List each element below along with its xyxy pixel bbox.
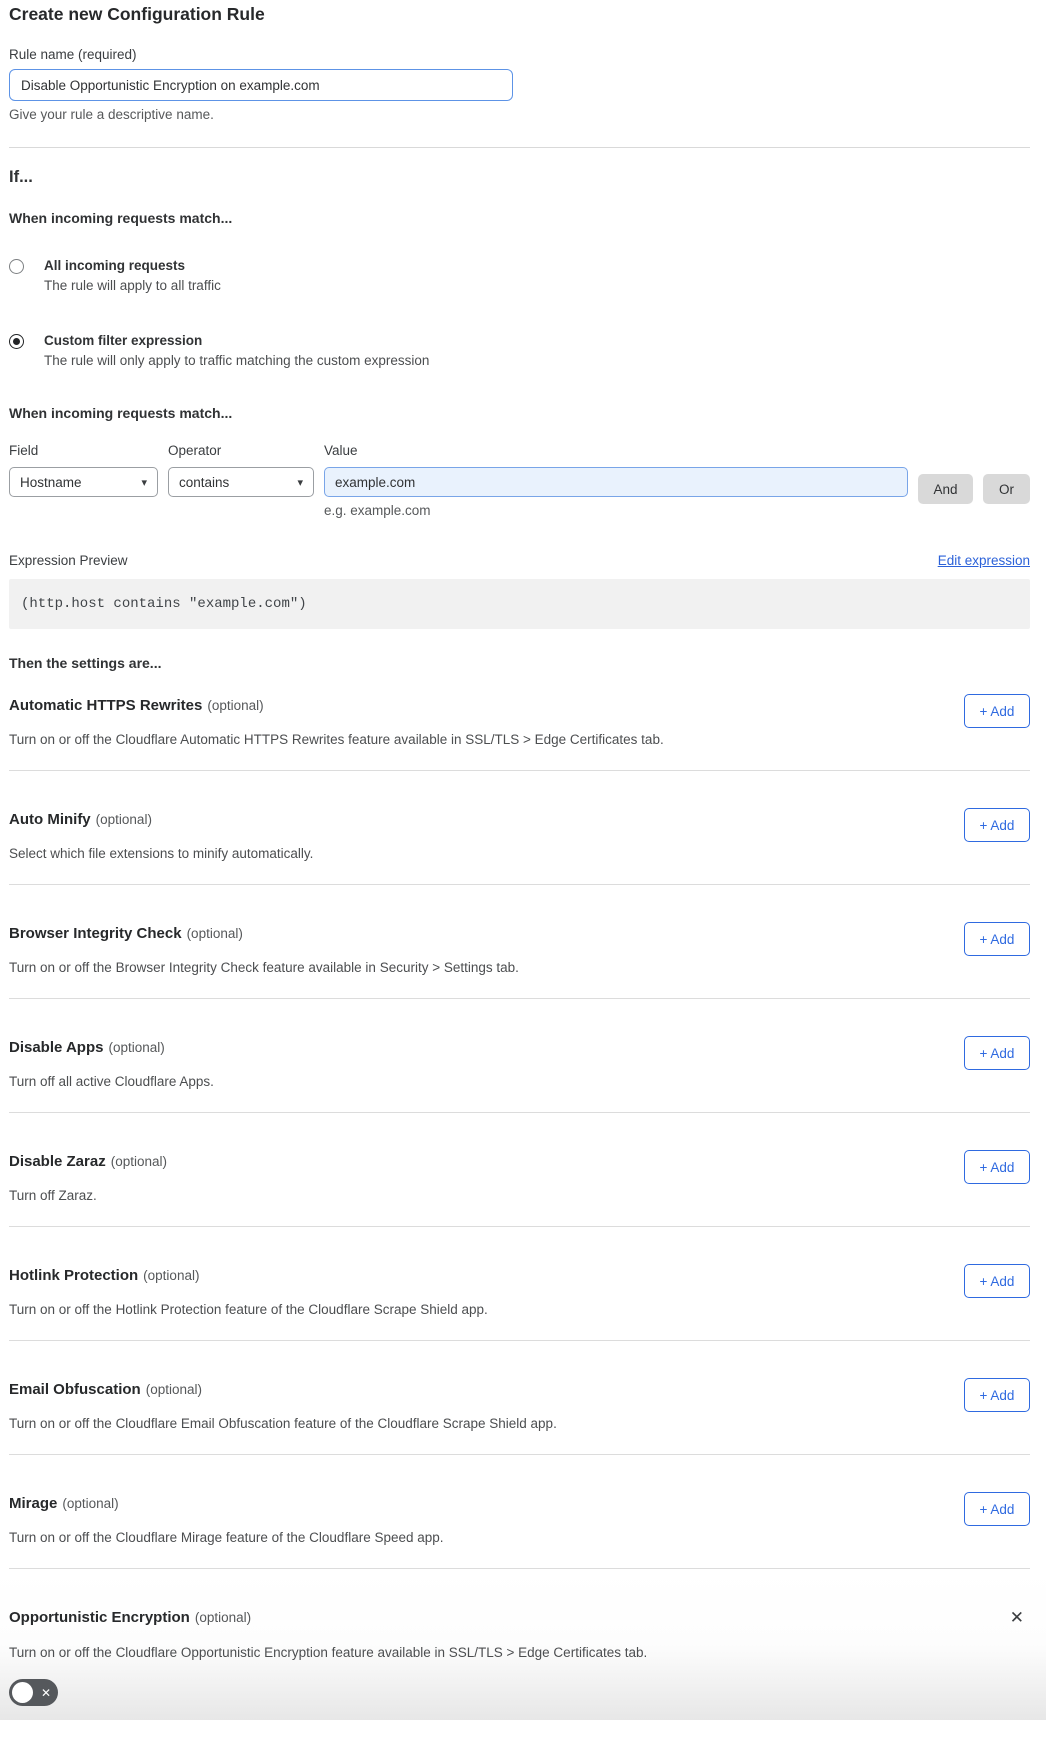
setting-optional-suffix: (optional) — [143, 1268, 200, 1283]
setting-description: Turn on or off the Cloudflare Automatic HTTPS Rewrites feature available in SSL/TLS > Edge Certificates tab. — [9, 732, 664, 747]
setting-item — [9, 1227, 1030, 1341]
setting-description: Turn on or off the Cloudflare Opportunistic Encryption feature available in SSL/TLS > Edge Certificates tab. — [9, 1645, 648, 1660]
add-setting-button[interactable]: + Add — [964, 1492, 1030, 1526]
radio-selected-icon[interactable] — [9, 334, 24, 349]
value-input[interactable] — [324, 467, 908, 497]
setting-optional-suffix: (optional) — [145, 1382, 202, 1397]
setting-title: Browser Integrity Check — [9, 925, 182, 942]
setting-description: Select which file extensions to minify automatically. — [9, 846, 314, 861]
opportunistic-encryption-toggle[interactable] — [9, 1679, 58, 1706]
value-helper: e.g. example.com — [324, 503, 431, 518]
section-divider — [9, 147, 1030, 148]
radio-option-all-incoming-requests[interactable] — [9, 258, 1030, 294]
setting-description: Turn off all active Cloudflare Apps. — [9, 1074, 214, 1089]
setting-description: Turn on or off the Hotlink Protection feature of the Cloudflare Scrape Shield app. — [9, 1302, 488, 1317]
setting-item — [9, 771, 1030, 885]
add-setting-button[interactable]: + Add — [964, 1036, 1030, 1070]
then-heading: Then the settings are... — [9, 655, 162, 671]
setting-item — [9, 1113, 1030, 1227]
setting-title: Hotlink Protection — [9, 1267, 139, 1284]
if-heading: If... — [9, 168, 33, 186]
rule-name-label: Rule name (required) — [9, 47, 137, 62]
setting-description: Turn on or off the Cloudflare Mirage feature of the Cloudflare Speed app. — [9, 1530, 444, 1545]
setting-optional-suffix: (optional) — [194, 1610, 252, 1625]
setting-optional-suffix: (optional) — [186, 926, 243, 941]
chevron-down-icon: ▾ — [297, 476, 303, 489]
setting-optional-suffix: (optional) — [62, 1496, 119, 1511]
expression-code-text: (http.host contains "example.com") — [21, 596, 307, 612]
radio-option-label: Custom filter expression — [44, 333, 203, 348]
field-select[interactable] — [9, 467, 158, 497]
setting-optional-suffix: (optional) — [207, 698, 264, 713]
setting-item — [9, 1341, 1030, 1455]
value-label: Value — [324, 443, 358, 458]
setting-item — [9, 1455, 1030, 1569]
radio-option-description: The rule will apply to all traffic — [44, 278, 221, 293]
match-heading: When incoming requests match... — [9, 210, 233, 226]
setting-title: Mirage — [9, 1495, 58, 1512]
setting-optional-suffix: (optional) — [108, 1040, 165, 1055]
setting-description: Turn off Zaraz. — [9, 1188, 97, 1203]
edit-expression-link[interactable]: Edit expression — [937, 553, 1030, 568]
setting-optional-suffix: (optional) — [95, 812, 152, 827]
close-icon[interactable]: ✕ — [1009, 1608, 1024, 1627]
field-select-value: Hostname — [20, 474, 82, 490]
expression-preview-label: Expression Preview — [9, 553, 128, 568]
operator-label: Operator — [168, 443, 222, 458]
setting-optional-suffix: (optional) — [110, 1154, 167, 1169]
setting-item — [9, 999, 1030, 1113]
settings-list — [9, 672, 1030, 1569]
add-setting-button[interactable]: + Add — [964, 1150, 1030, 1184]
page-title: Create new Configuration Rule — [9, 4, 265, 24]
and-button[interactable]: And — [918, 474, 973, 504]
chevron-down-icon: ▾ — [141, 476, 147, 489]
or-button[interactable]: Or — [983, 474, 1030, 504]
radio-option-custom-filter-expression[interactable] — [9, 333, 1030, 369]
setting-item — [9, 885, 1030, 999]
toggle-knob-icon — [12, 1682, 33, 1703]
expression-builder-row — [9, 443, 1030, 518]
setting-title: Automatic HTTPS Rewrites — [9, 697, 203, 714]
field-label: Field — [9, 443, 39, 458]
radio-option-description: The rule will only apply to traffic matching the custom expression — [44, 353, 430, 368]
radio-unselected-icon[interactable] — [9, 259, 24, 274]
add-setting-button[interactable]: + Add — [964, 1378, 1030, 1412]
builder-heading: When incoming requests match... — [9, 405, 233, 421]
setting-title: Auto Minify — [9, 811, 91, 828]
add-setting-button[interactable]: + Add — [964, 808, 1030, 842]
radio-option-label: All incoming requests — [44, 258, 186, 273]
setting-title: Email Obfuscation — [9, 1381, 141, 1398]
add-setting-button[interactable]: + Add — [964, 694, 1030, 728]
setting-item — [9, 672, 1030, 771]
rule-name-helper: Give your rule a descriptive name. — [9, 107, 214, 122]
setting-item-opportunistic-encryption — [0, 1569, 1046, 1720]
setting-title: Disable Zaraz — [9, 1153, 106, 1170]
setting-description: Turn on or off the Cloudflare Email Obfuscation feature of the Cloudflare Scrape Shield app. — [9, 1416, 557, 1431]
expression-preview-code — [9, 579, 1030, 629]
setting-title: Opportunistic Encryption — [9, 1609, 190, 1626]
add-setting-button[interactable]: + Add — [964, 1264, 1030, 1298]
setting-title: Disable Apps — [9, 1039, 104, 1056]
add-setting-button[interactable]: + Add — [964, 922, 1030, 956]
setting-description: Turn on or off the Browser Integrity Check feature available in Security > Settings tab. — [9, 960, 519, 975]
operator-select[interactable] — [168, 467, 314, 497]
rule-name-input[interactable] — [9, 69, 513, 101]
operator-select-value: contains — [179, 474, 230, 490]
toggle-off-x-icon: ✕ — [40, 1685, 51, 1700]
